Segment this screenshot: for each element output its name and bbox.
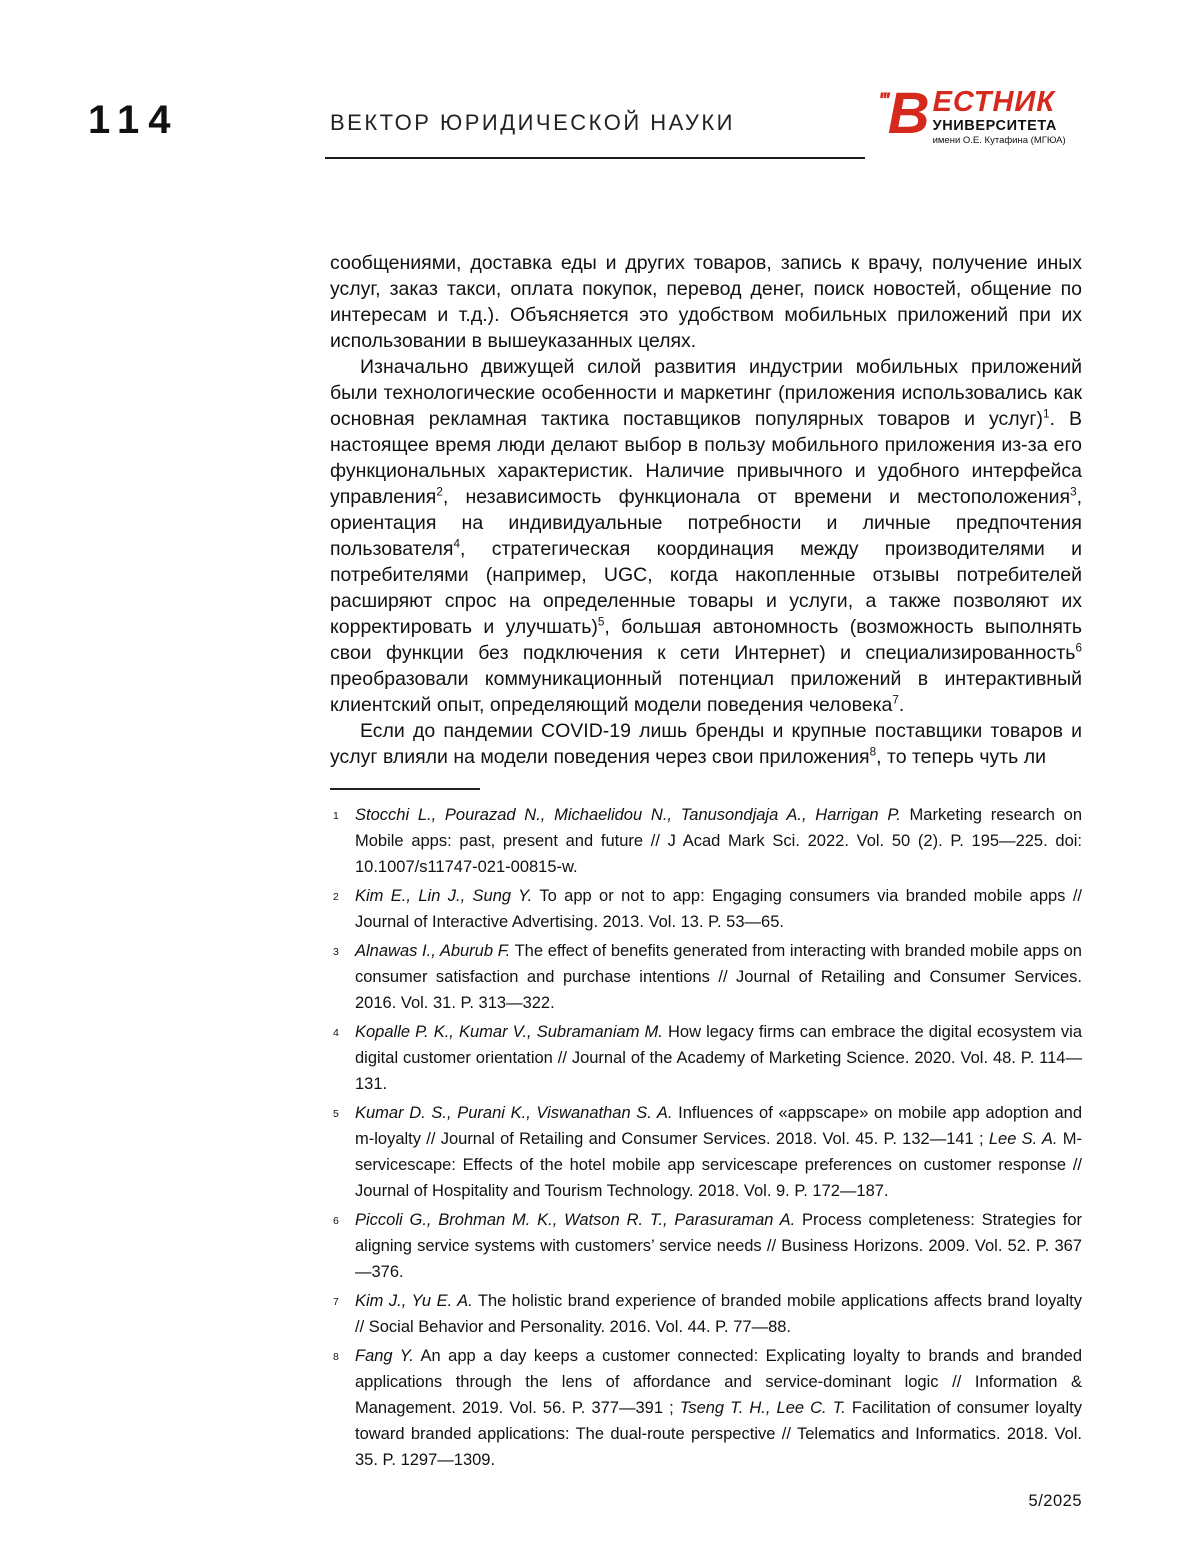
footnote-item [330,1207,1082,1285]
footnote-text: M-servicescape: Effects of the hotel mobile app servicescape preferences on customer response // Journal of Hospitality and Tourism Technology. 2018. Vol. 9. P. 172—187. [355,1130,1083,1200]
footnote-item [330,1019,1082,1097]
footnote-item [330,1100,1082,1204]
footnote-text: Influences of «appscape» on mobile app adoption and m-loyalty // Journal of Retailing and Consumer Services. 2018. Vol. 45. P. 132—141 ; [355,1104,1083,1148]
footnote-item [330,1343,1082,1473]
paragraph-text: , ориентация на индивидуальные потребности и личные предпочтения пользователя [330,486,1082,560]
footnote-text: The effect of benefits generated from interacting with branded mobile apps on consumer satisfaction and purchase intentions // Journal of Retailing and Consumer Services. 2016. Vol. 31. P. 313—322. [355,942,1082,1012]
footnote-reference: 7 [892,693,899,707]
paragraph-text: Если до пандемии COVID-19 лишь бренды и крупные поставщики товаров и услуг влияли на модели поведения через свои приложения [330,720,1082,768]
journal-logo [878,81,1088,147]
footnote-number: 3 [333,946,339,958]
page-footer [330,1492,1082,1511]
paragraph-text: . В настоящее время люди делают выбор в пользу мобильного приложения из-за его функциональных характеристик. Наличие привычного и удобного интерфейса управления [330,408,1082,508]
footnote-reference: 4 [453,537,460,551]
footnote-number: 5 [333,1108,339,1120]
paragraph-text: . [898,694,905,716]
footnote-number: 1 [333,810,339,822]
paragraph-text: , стратегическая координация между производителями и потребителями (например, UGC, когда накопленные отзывы потребителей расширяют спрос на определенные товары и услуги, а также позволяют их корректировать и улучшать) [330,538,1082,638]
logo-title: ЕСТНИК [932,86,1056,118]
footnote-item [330,1288,1082,1340]
footnote-text: Marketing research on Mobile apps: past, present and future // J Acad Mark Sci. 2022. Vol. 50 (2). P. 195—225. doi: 10.1007/s11747-021-00815-w. [355,806,1082,876]
paragraph-text: , большая автономность (возможность выполнять свои функции без подключения к сети Интернет) и специализированность [330,616,1082,664]
footnote-number: 4 [333,1027,339,1039]
footnote-reference: 8 [869,745,877,759]
paragraph-text: , независимость функционала от времени и местоположения [442,486,1071,508]
running-title: ВЕКТОР ЮРИДИЧЕСКОЙ НАУКИ [330,110,735,135]
footnote-reference: 3 [1070,485,1077,499]
paragraph-text: Изначально движущей силой развития индустрии мобильных приложений были технологические особенности и маркетинг (приложения использовались как основная рекламная тактика поставщиков популярных товаров и услуг) [330,356,1082,430]
footnote-text: To app or not to app: Engaging consumers via branded mobile apps // Journal of Interactive Advertising. 2013. Vol. 13. P. 53—65. [355,887,1082,931]
body-paragraphs [330,250,1082,770]
footnote-reference: 2 [436,485,443,499]
footnote-number: 6 [333,1215,339,1227]
footnote-number: 7 [333,1296,339,1308]
header-rule [325,157,865,159]
footnote-authors: Tseng T. H., Lee C. T. [679,1399,846,1417]
footnotes-list [330,802,1082,1473]
logo-letter-v: В [887,81,930,146]
footnote-text: Facilitation of consumer loyalty toward branded applications: The dual-route perspective // Telematics and Informatics. 2018. Vol. 35. P. 1297—1309. [355,1399,1082,1469]
footnote-authors: Kumar D. S., Purani K., Viswanathan S. A. [355,1104,673,1122]
footnote-text: Process completeness: Strategies for aligning service systems with customers’ service needs // Business Horizons. 2009. Vol. 52. P. 367—376. [355,1211,1082,1281]
body-paragraph [330,718,1082,770]
page-content [330,250,1082,1476]
body-paragraph [330,354,1082,718]
logo-tagline: имени О.Е. Кутафина (МГЮА) [932,135,1066,147]
footnote-authors: Lee S. A. [988,1130,1058,1148]
footnote-authors: Stocchi L., Pourazad N., Michaelidou N., Tanusondjaja A., Harrigan P. [355,806,901,824]
footnote-authors: Kim E., Lin J., Sung Y. [355,887,533,905]
page-number: 114 [88,98,180,142]
footnote-reference: 6 [1075,641,1082,655]
footnote-item [330,883,1082,935]
issue-label: 5/2025 [1028,1492,1082,1510]
footnote-separator [330,788,480,790]
footnote-text: An app a day keeps a customer connected: Explicating loyalty to brands and branded applications through the lens of affordance and service-dominant logic // Information & Management. 2019. Vol. 56. P. 377—391 ; [355,1347,1082,1417]
body-paragraph [330,250,1082,354]
footnote-number: 8 [333,1351,339,1363]
footnote-number: 2 [333,891,339,903]
footnote-authors: Alnawas I., Aburub F. [355,942,511,960]
footnote-text: The holistic brand experience of branded mobile applications affects brand loyalty // Social Behavior and Personality. 2016. Vol. 44. P. 77—88. [355,1292,1082,1336]
footnote-text: How legacy firms can embrace the digital ecosystem via digital customer orientation // Journal of the Academy of Marketing Science. 2020. Vol. 48. P. 114—131. [355,1023,1083,1093]
logo-subtitle: УНИВЕРСИТЕТА [932,118,1057,134]
paragraph-text: , то теперь чуть ли [876,746,1047,768]
footnote-authors: Fang Y. [355,1347,414,1365]
footnote-item [330,938,1082,1016]
paragraph-text: сообщениями, доставка еды и других товаров, запись к врачу, получение иных услуг, заказ такси, оплата покупок, перевод денег, поиск новостей, общение по интересам и т.д.). Объясняется это удобством мобильных приложений при их использовании в вышеуказанных целях. [330,252,1082,352]
footnote-item [330,802,1082,880]
footnote-reference: 5 [597,615,605,629]
footnote-authors: Piccoli G., Brohman M. K., Watson R. T., Parasuraman A. [355,1211,796,1229]
footnote-authors: Kim J., Yu E. A. [355,1292,473,1310]
logo-marks-icon: ''' [878,88,888,113]
footnote-authors: Kopalle P. K., Kumar V., Subramaniam M. [355,1023,663,1041]
footnote-reference: 1 [1043,407,1050,421]
paragraph-text: преобразовали коммуникационный потенциал приложений в интерактивный клиентский опыт, определяющий модели поведения человека [330,668,1082,716]
